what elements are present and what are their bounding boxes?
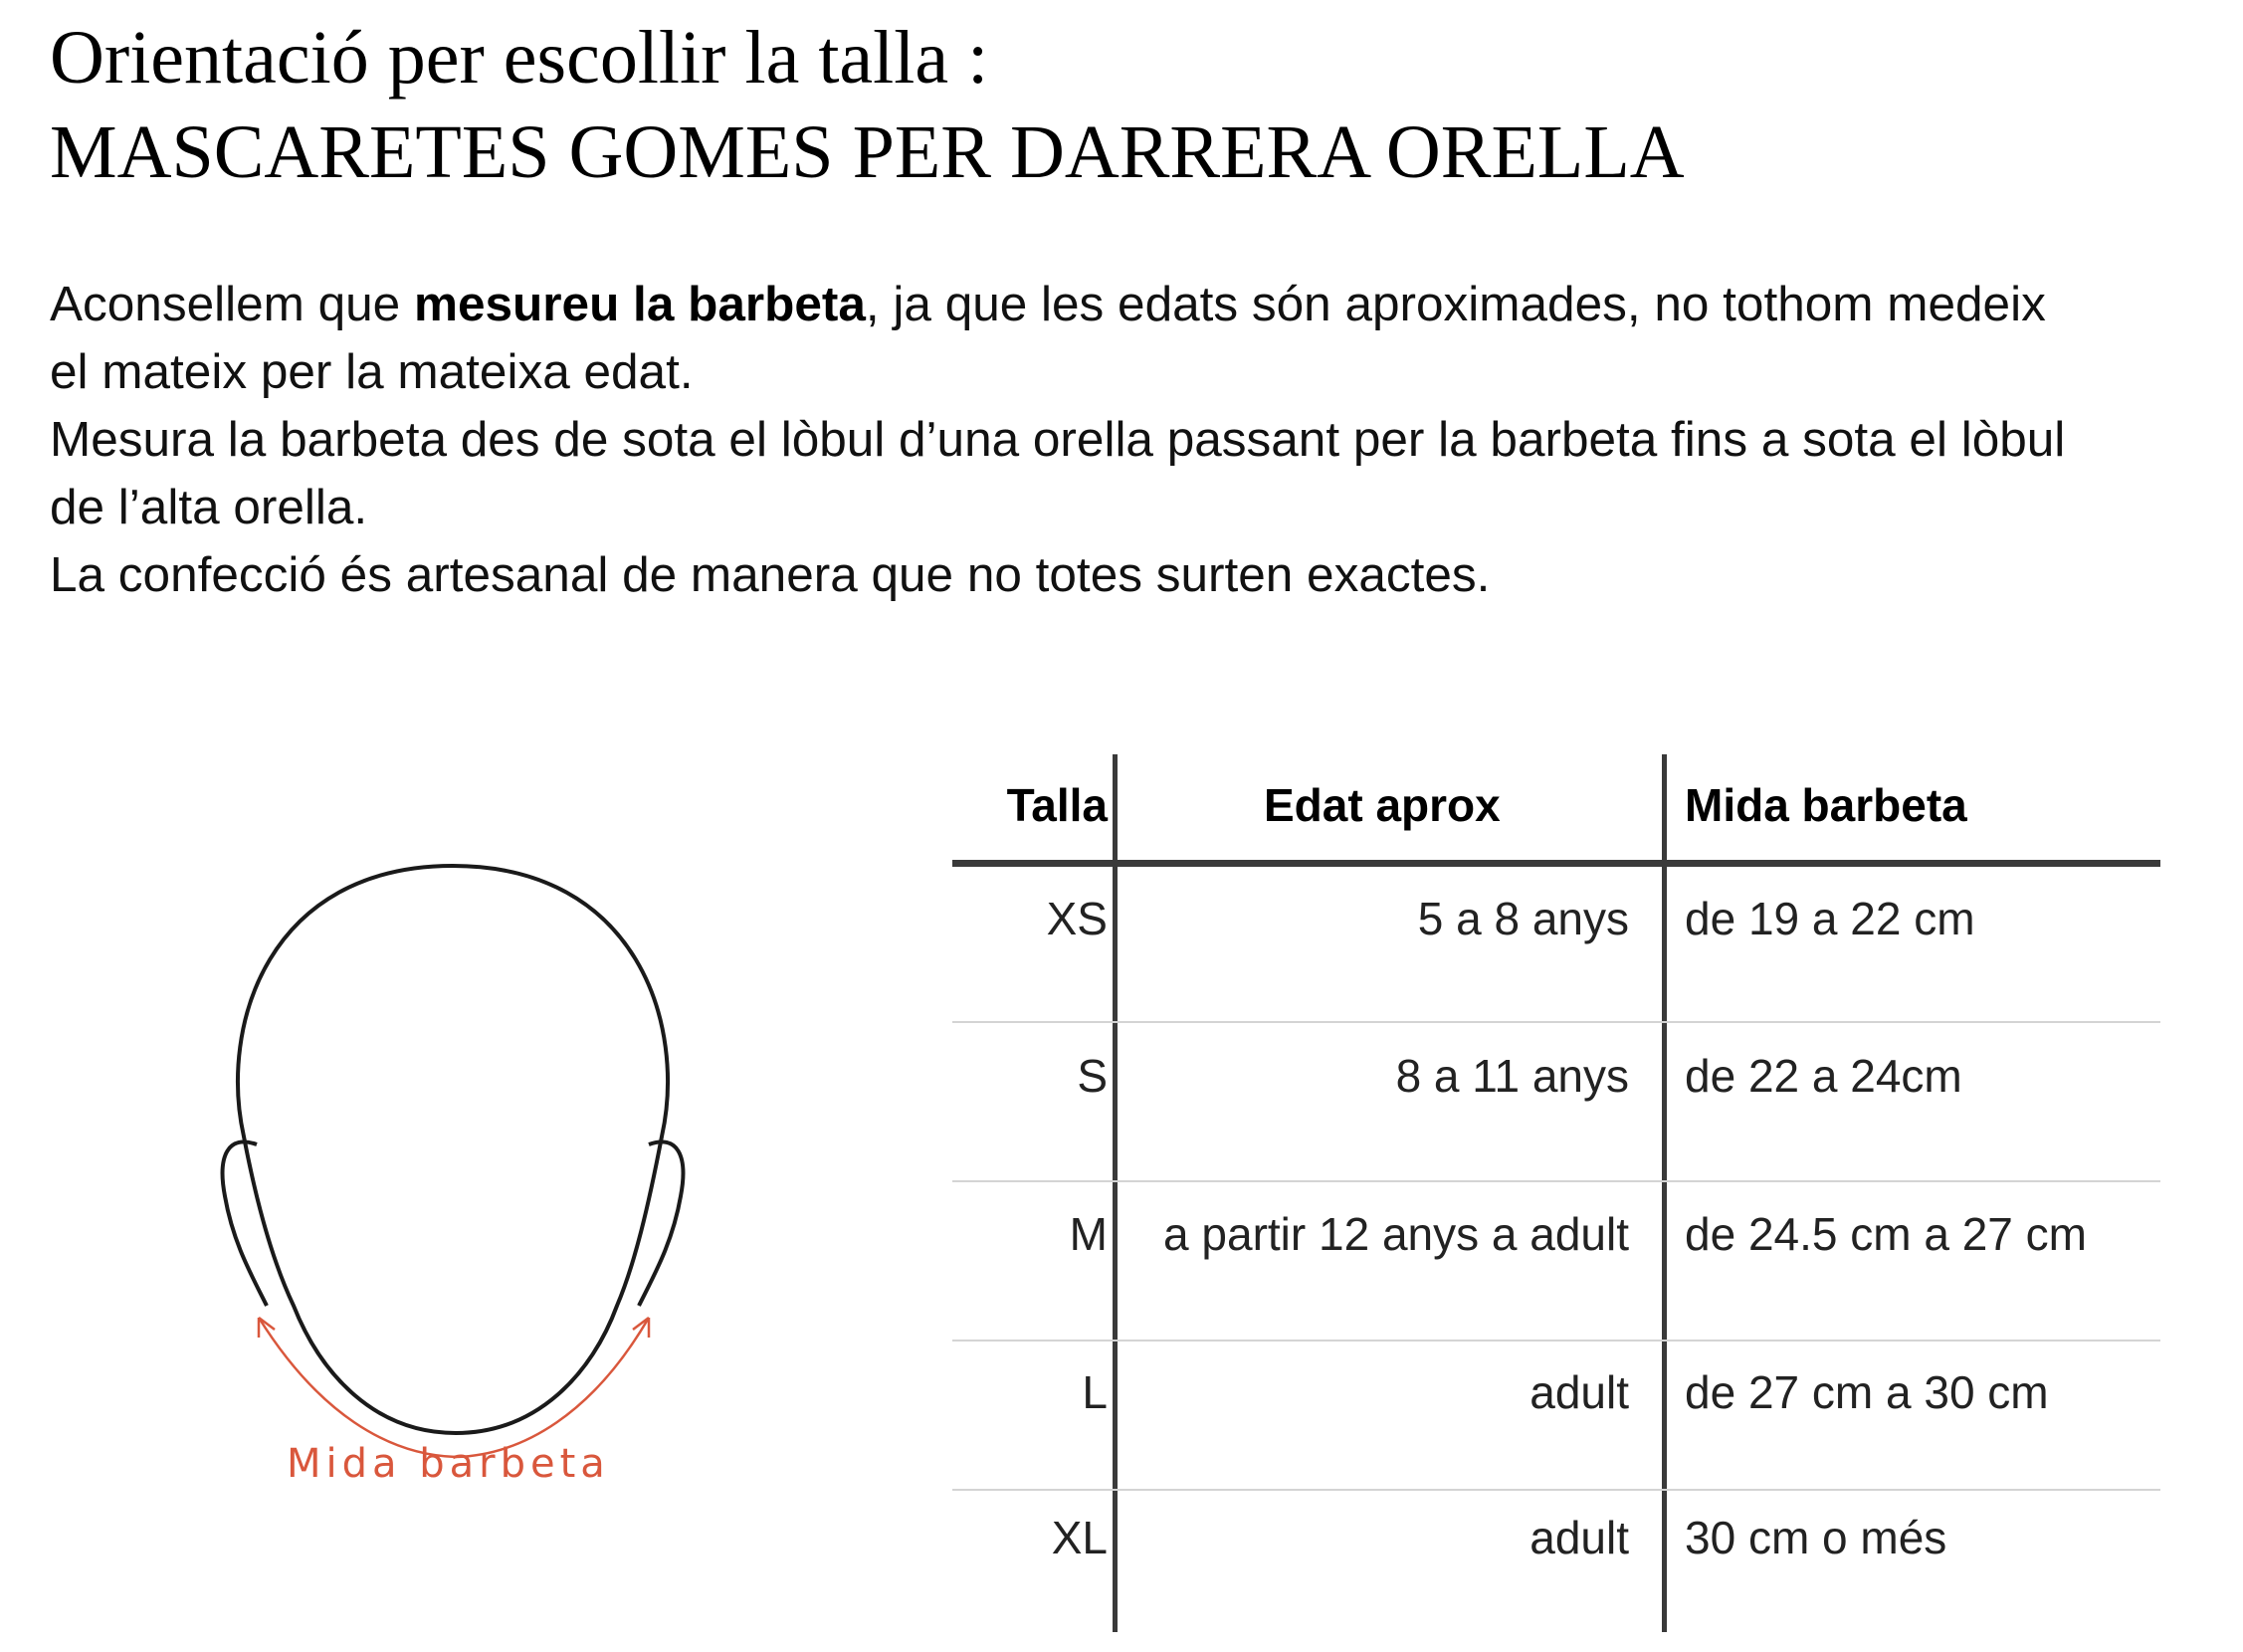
table-cell-mida: de 22 a 24cm xyxy=(1685,1050,1962,1102)
table-cell-edat: adult xyxy=(1529,1366,1629,1418)
intro-paragraph-3: La confecció és artesanal de manera que no totes surten exactes. xyxy=(50,547,1491,602)
intro-paragraph-1-line-2: el mateix per la mateixa edat. xyxy=(50,344,694,399)
right-ear xyxy=(639,1141,683,1306)
left-ear xyxy=(223,1141,267,1306)
figure-caption: Mida barbeta xyxy=(287,1441,610,1487)
column-header-edat: Edat aprox xyxy=(1264,779,1501,831)
table-cell-mida: de 27 cm a 30 cm xyxy=(1685,1366,2049,1418)
row-divider xyxy=(952,1489,2160,1491)
row-divider xyxy=(952,1180,2160,1182)
row-divider xyxy=(952,1340,2160,1342)
intro-text-segment: Aconsellem que xyxy=(50,277,414,331)
table-cell-edat: a partir 12 anys a adult xyxy=(1163,1208,1629,1260)
table-cell-edat: 5 a 8 anys xyxy=(1417,893,1629,944)
table-cell-edat: 8 a 11 anys xyxy=(1395,1050,1629,1102)
chin-measurement-arc xyxy=(259,1318,649,1457)
intro-text xyxy=(50,271,2239,609)
table-cell-talla: XS xyxy=(1046,893,1108,944)
table-cell-edat: adult xyxy=(1529,1512,1629,1563)
table-cell-mida: de 24.5 cm a 27 cm xyxy=(1685,1208,2087,1260)
head-measurement-figure xyxy=(199,846,716,1523)
table-cell-talla: S xyxy=(1077,1050,1108,1102)
intro-paragraph-2-line-2: de l’alta orella. xyxy=(50,480,368,534)
intro-text-segment: , ja que les edats són aproximades, no tothom medeix xyxy=(865,277,2046,331)
page-title-line-2: MASCARETES GOMES PER DARRERA ORELLA xyxy=(50,110,1685,194)
table-cell-talla: XL xyxy=(1051,1512,1108,1563)
intro-paragraph-1-line-1 xyxy=(50,271,2239,338)
column-header-mida: Mida barbeta xyxy=(1685,779,1967,831)
head-outline xyxy=(238,866,668,1433)
intro-paragraph-2-line-1: Mesura la barbeta des de sota el lòbul d’una orella passant per la barbeta fins a sota el lòbul xyxy=(50,412,2066,467)
table-cell-talla: M xyxy=(1069,1208,1108,1260)
header-rule xyxy=(952,860,2160,867)
table-cell-mida: 30 cm o més xyxy=(1685,1512,1947,1563)
table-cell-mida: de 19 a 22 cm xyxy=(1685,893,1975,944)
right-arrow-head xyxy=(633,1318,649,1338)
size-table xyxy=(952,754,2160,1632)
intro-emphasis: mesureu la barbeta xyxy=(413,277,866,331)
head-outline-illustration xyxy=(199,846,716,1523)
left-arrow-head xyxy=(259,1318,275,1338)
column-divider xyxy=(1113,754,1118,1632)
column-divider xyxy=(1662,754,1667,1632)
column-header-talla: Talla xyxy=(1006,779,1108,831)
table-cell-talla: L xyxy=(1082,1366,1108,1418)
row-divider xyxy=(952,1021,2160,1023)
page-title-line-1: Orientació per escollir la talla : xyxy=(50,16,989,100)
